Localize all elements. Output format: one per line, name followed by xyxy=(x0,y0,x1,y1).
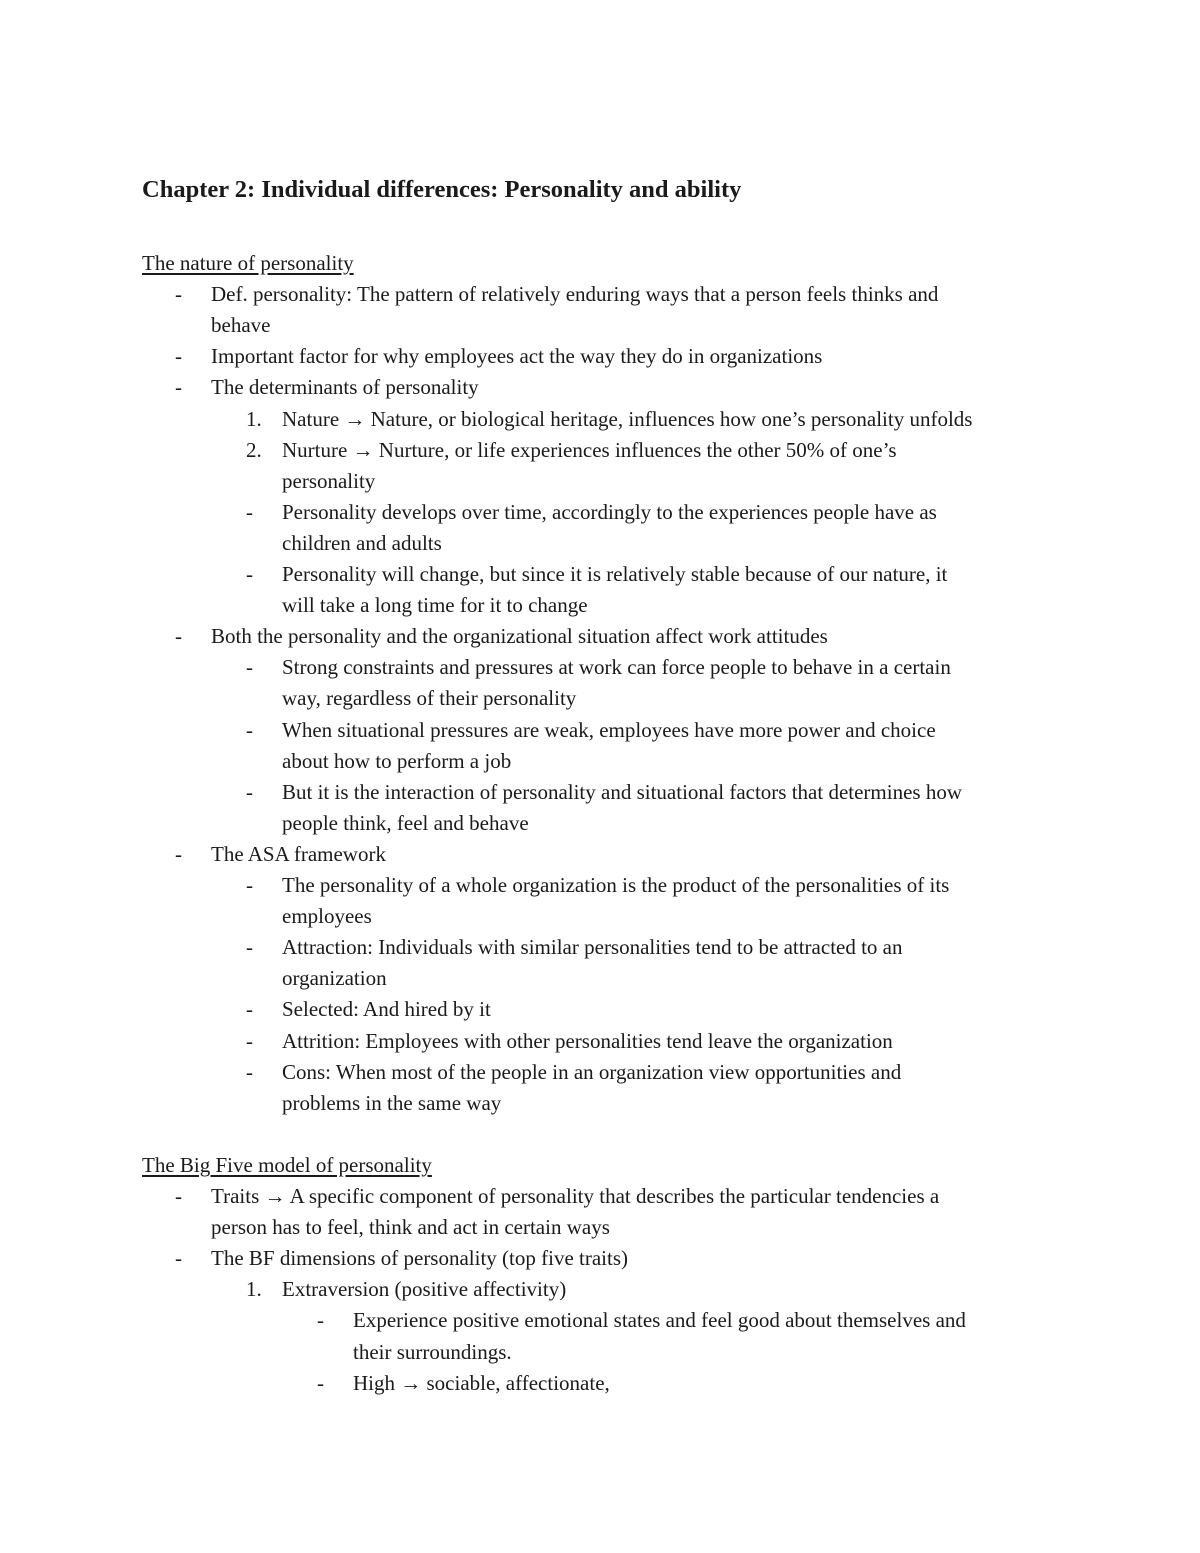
list-item-text: The ASA framework xyxy=(211,842,386,866)
bullet-dash: - xyxy=(246,562,253,586)
list-item-text: Selected: And hired by it xyxy=(282,997,491,1021)
list-item-text: Experience positive emotional states and feel good about themselves and xyxy=(353,1308,966,1332)
bullet-dash: - xyxy=(175,344,182,368)
section-heading: The nature of personality xyxy=(142,251,354,275)
list-item-text: Nurture → Nurture, or life experiences influences the other 50% of one’s xyxy=(282,438,897,462)
bullet-dash: - xyxy=(246,500,253,524)
list-item-text: employees xyxy=(282,904,372,928)
bullet-dash: - xyxy=(246,935,253,959)
list-item-text: Def. personality: The pattern of relatively enduring ways that a person feels thinks and xyxy=(211,282,939,306)
list-item-text: way, regardless of their personality xyxy=(282,686,577,710)
bullet-dash: - xyxy=(246,718,253,742)
bullet-dash: - xyxy=(246,780,253,804)
bullet-dash: - xyxy=(175,282,182,306)
list-item-text: Personality will change, but since it is relatively stable because of our nature, it xyxy=(282,562,948,586)
section-heading: The Big Five model of personality xyxy=(142,1153,432,1177)
list-item-text: children and adults xyxy=(282,531,442,555)
bullet-dash: - xyxy=(246,997,253,1021)
list-item-text: The determinants of personality xyxy=(211,375,479,399)
list-number: 1. xyxy=(246,1277,262,1301)
list-item-text: behave xyxy=(211,313,271,337)
list-item-text: High → sociable, affectionate, xyxy=(353,1371,610,1395)
list-item-text: about how to perform a job xyxy=(282,749,512,773)
bullet-dash: - xyxy=(246,1029,253,1053)
page-title: Chapter 2: Individual differences: Personality and ability xyxy=(142,176,742,203)
bullet-dash: - xyxy=(175,1184,182,1208)
bullet-dash: - xyxy=(246,655,253,679)
list-item-text: will take a long time for it to change xyxy=(282,593,588,617)
list-item-text: Personality develops over time, accordingly to the experiences people have as xyxy=(282,500,937,524)
list-item-text: The BF dimensions of personality (top five traits) xyxy=(211,1246,629,1270)
list-item-text: The personality of a whole organization is the product of the personalities of its xyxy=(282,873,950,897)
list-item-text: But it is the interaction of personality and situational factors that determines how xyxy=(282,780,962,804)
bullet-dash: - xyxy=(317,1371,324,1395)
bullet-dash: - xyxy=(175,375,182,399)
bullet-dash: - xyxy=(246,873,253,897)
list-item-text: organization xyxy=(282,966,387,990)
list-item-text: people think, feel and behave xyxy=(282,811,529,835)
list-item-text: Nature → Nature, or biological heritage, influences how one’s personality unfolds xyxy=(282,407,973,431)
list-item-text: their surroundings. xyxy=(353,1340,512,1364)
list-item-text: Traits → A specific component of personality that describes the particular tendencies a xyxy=(211,1184,940,1208)
bullet-dash: - xyxy=(246,1060,253,1084)
list-item-text: problems in the same way xyxy=(282,1091,502,1115)
list-item-text: Attrition: Employees with other personalities tend leave the organization xyxy=(282,1029,893,1053)
list-item-text: Cons: When most of the people in an organization view opportunities and xyxy=(282,1060,902,1084)
list-number: 2. xyxy=(246,438,262,462)
list-item-text: person has to feel, think and act in certain ways xyxy=(211,1215,610,1239)
bullet-dash: - xyxy=(175,624,182,648)
list-item-text: When situational pressures are weak, employees have more power and choice xyxy=(282,718,936,742)
bullet-dash: - xyxy=(317,1308,324,1332)
list-number: 1. xyxy=(246,407,262,431)
bullet-dash: - xyxy=(175,842,182,866)
list-item-text: Both the personality and the organizational situation affect work attitudes xyxy=(211,624,828,648)
list-item-text: Extraversion (positive affectivity) xyxy=(282,1277,567,1301)
bullet-dash: - xyxy=(175,1246,182,1270)
list-item-text: Strong constraints and pressures at work can force people to behave in a certain xyxy=(282,655,951,679)
list-item-text: personality xyxy=(282,469,376,493)
list-item-text: Attraction: Individuals with similar personalities tend to be attracted to an xyxy=(282,935,903,959)
list-item-text: Important factor for why employees act the way they do in organizations xyxy=(211,344,823,368)
